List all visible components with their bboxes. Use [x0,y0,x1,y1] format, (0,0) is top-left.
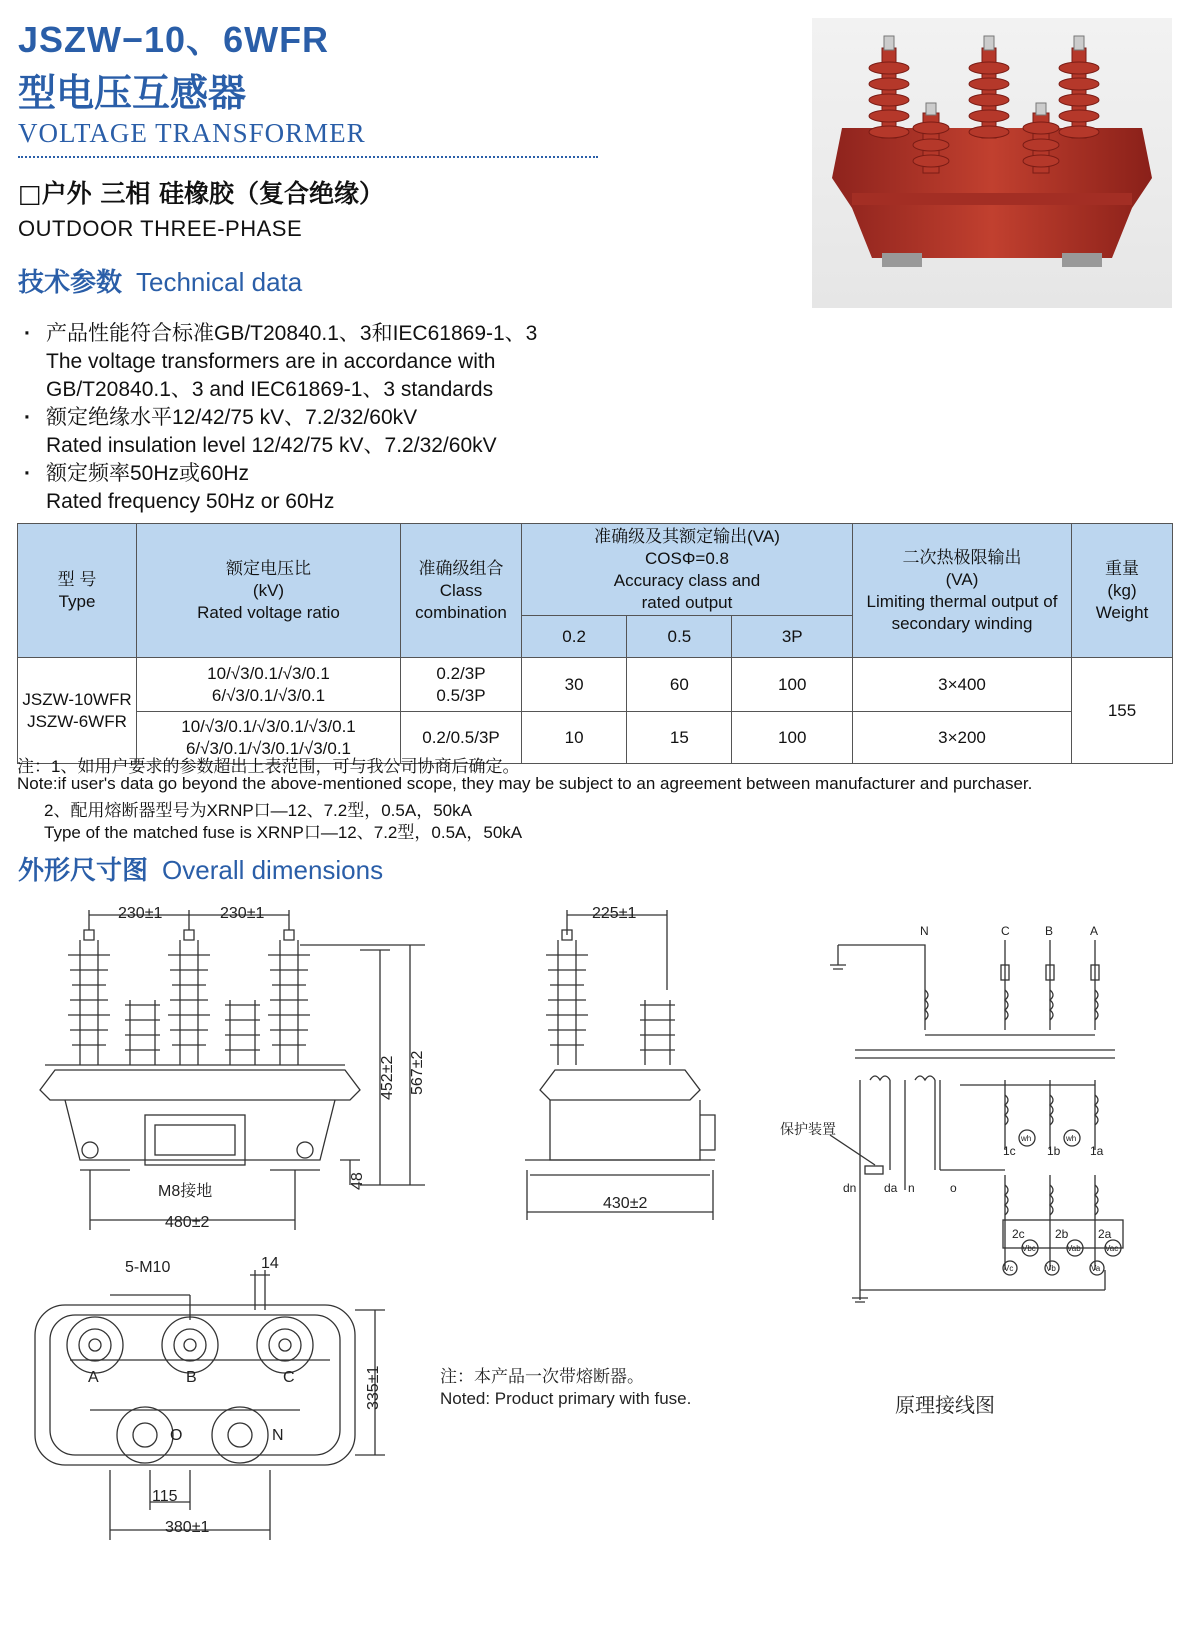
cell-class [401,658,522,712]
wiring-term: 1c [1003,1144,1016,1158]
cell-05: 15 [627,712,732,764]
cell-line: 0.2/3P [436,663,486,683]
product-photo [812,18,1172,308]
bullet-text: GB/T20840.1、3 and IEC61869-1、3 standards [46,378,494,401]
wiring-term: da [884,1181,898,1195]
cell-line: JSZW-10WFR [22,689,132,709]
voltmeter: Va [1091,1264,1101,1273]
wiring-term: 2c [1012,1227,1025,1241]
wiring-caption: 原理接线图 [895,1395,995,1417]
dim-side-w: 430±2 [603,1195,648,1212]
tech-heading-cn: 技术参数 [18,268,123,298]
terminal-o: O [170,1427,183,1444]
terminal-n: N [272,1427,284,1444]
dim-top-14: 14 [261,1255,279,1272]
dim-front-h1: 452±2 [379,1055,396,1100]
en-subtitle: OUTDOOR THREE-PHASE [18,216,303,241]
dim-top-115: 115 [152,1488,178,1505]
bullet-text: · 产品性能符合标准GB/T20840.1、3和IEC61869-1、3 [46,322,538,345]
th-line: combination [415,602,507,622]
cell-limit: 3×200 [853,712,1072,764]
dim-front-h3: 48 [349,1172,366,1190]
dimension-drawings [0,890,1183,1626]
cn-title: 型电压互感器 [18,71,247,115]
voltmeter: Vac [1105,1244,1119,1253]
bullet-frequency [20,460,537,516]
th-line: (kg) [1107,580,1137,600]
spec-table [17,523,1173,764]
cell-line: 6/√3/0.1/√3/0.1 [211,685,326,705]
note-2-en: Type of the matched fuse is XRNP口—12、7.2型，0.5A，50kA [44,823,523,842]
voltmeter: Vc [1004,1264,1014,1273]
bullet-text: · 额定绝缘水平12/42/75 kV、7.2/32/60kV [46,406,418,429]
th-line: (VA) [945,569,979,589]
side-view [525,910,715,1220]
wiring-term: dn [843,1181,857,1195]
ground-label: M8接地 [158,1183,213,1200]
cell-3p: 100 [732,712,853,764]
dim-side-d1: 225±1 [592,905,637,922]
dotted-divider [18,156,598,158]
th-line: 准确级组合 [418,558,504,578]
th-line: 二次热极限输出 [902,547,1022,567]
bullet-insulation [20,404,537,460]
cell-limit: 3×400 [853,658,1072,712]
cell-3p: 100 [732,658,853,712]
tech-bullets [20,320,537,516]
cell-type [18,658,137,764]
dim-front-h2: 567±2 [409,1050,426,1095]
th-acc-3p: 3P [732,616,853,658]
table-row [18,658,1173,712]
fuse-note-en: Noted: Product primary with fuse. [440,1389,692,1408]
cn-subtitle: □户外 三相 硅橡胶（复合绝缘） [18,179,385,208]
th-line: 型 号 [57,569,97,589]
wiring-term: n [908,1181,915,1195]
cell-weight: 155 [1072,658,1173,764]
dim-front-d1: 230±1 [118,905,163,922]
en-title: VOLTAGE TRANSFORMER [18,118,366,148]
wiring-term: N [920,924,929,938]
wh-meter: wh [1021,1134,1032,1143]
th-accuracy [522,524,853,616]
th-type [18,524,137,658]
note-2: 2、配用熔断器型号为XRNP口—12、7.2型，0.5A，50kA [44,801,472,820]
dims-heading-en: Overall dimensions [162,855,384,885]
wiring-term: o [950,1181,957,1195]
wiring-term: 1a [1090,1144,1104,1158]
cell-line: 6/√3/0.1/√3/0.1/√3/0.1 [185,738,352,758]
wiring-term: A [1090,924,1099,938]
wh-meter: wh [1066,1134,1077,1143]
th-line: Class [439,580,483,600]
fuse-note-cn: 注：本产品一次带熔断器。 [440,1367,644,1386]
dim-top-h: 335±1 [365,1365,382,1410]
wiring-term: 2a [1098,1227,1112,1241]
th-ratio [137,524,401,658]
note-1: 注：1、如用户要求的参数超出上表范围，可与我公司协商后确定。 [17,757,520,776]
front-view [40,910,425,1230]
th-line: 额定电压比 [226,558,311,578]
th-line: rated output [641,592,733,612]
th-acc-02: 0.2 [522,616,627,658]
cell-line: 10/√3/0.1/√3/0.1/√3/0.1 [181,716,356,736]
th-line: 准确级及其额定输出(VA) [594,526,780,546]
dims-heading [18,850,383,887]
cell-02: 30 [522,658,627,712]
voltmeter: Vab [1067,1244,1081,1253]
dims-heading-cn: 外形尺寸图 [18,856,149,886]
protect-label: 保护装置 [780,1121,836,1137]
tech-heading [18,262,302,299]
th-acc-05: 0.5 [627,616,732,658]
bullet-text: Rated insulation level 12/42/75 kV、7.2/32/60kV [46,434,497,457]
terminal-b: B [186,1369,197,1386]
dim-front-d2: 230±1 [220,905,265,922]
th-line: COSΦ=0.8 [645,548,729,568]
wiring-term: 2b [1055,1227,1069,1241]
dim-top-w: 380±1 [165,1519,210,1536]
voltmeter: Vbc [1022,1244,1036,1253]
cell-line: 0.5/3P [436,685,486,705]
bullet-text: · 额定频率50Hz或60Hz [46,462,250,485]
dim-front-w: 480±2 [165,1214,210,1231]
th-line: Accuracy class and [613,570,761,590]
cell-line: 10/√3/0.1/√3/0.1 [207,663,330,683]
bullet-text: The voltage transformers are in accordance with [46,350,496,373]
cell-05: 60 [627,658,732,712]
voltmeter: Vb [1046,1264,1056,1273]
th-line: 重量 [1105,558,1139,578]
th-class [401,524,522,658]
top-view [35,1270,385,1540]
tech-heading-en: Technical data [136,267,303,297]
bullet-standards [20,320,537,404]
terminal-a: A [88,1369,99,1386]
note-1-en: Note:if user's data go beyond the above-mentioned scope, they may be subject to an agreement between manufacturer and purchaser. [17,774,1033,793]
bullet-text: Rated frequency 50Hz or 60Hz [46,490,335,513]
wiring-term: C [1001,924,1010,938]
cell-ratio [137,658,401,712]
th-line: (kV) [252,580,285,600]
th-line: Type [58,591,96,611]
cell-line: JSZW-6WFR [27,711,127,731]
th-line: Limiting thermal output of [866,591,1058,611]
th-line: secondary winding [891,613,1033,633]
wiring-term: 1b [1047,1144,1061,1158]
th-line: Weight [1095,602,1149,622]
th-line: Rated voltage ratio [197,602,340,622]
dim-top-bolts: 5-M10 [125,1259,171,1276]
th-weight [1072,524,1173,658]
th-limit [853,524,1072,658]
terminal-c: C [283,1369,295,1386]
cell-class: 0.2/0.5/3P [401,712,522,764]
model-title: JSZW−10、6WFR [18,19,330,60]
cell-02: 10 [522,712,627,764]
wiring-term: B [1045,924,1054,938]
